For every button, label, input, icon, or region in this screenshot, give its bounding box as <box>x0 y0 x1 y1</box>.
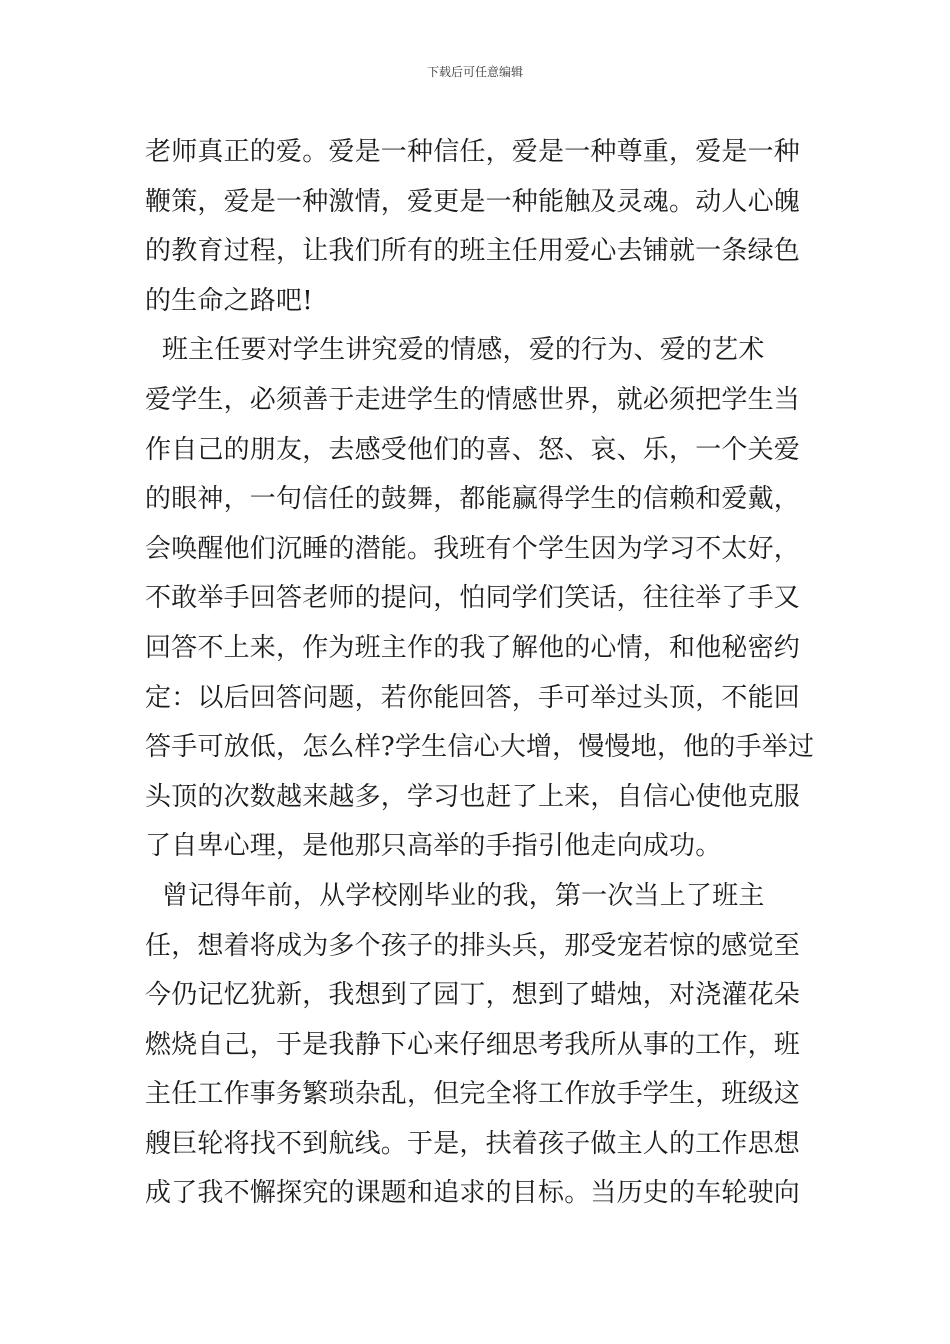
text-line: 爱学生，必须善于走进学生的情感世界，就必须把学生当 <box>145 384 801 415</box>
text-line: 老师真正的爱。爱是一种信任，爱是一种尊重，爱是一种 <box>145 137 801 167</box>
text-line: 的生命之路吧! <box>145 285 313 316</box>
text-line: 艘巨轮将找不到航线。于是，扶着孩子做主人的工作思想 <box>145 1128 801 1159</box>
text-line: 燃烧自己，于是我静下心来仔细思考我所从事的工作，班 <box>145 1029 801 1060</box>
text-line: 的教育过程，让我们所有的班主任用爱心去铺就一条绿色 <box>145 236 801 267</box>
text-line: 会唤醒他们沉睡的潜能。我班有个学生因为学习不太好， <box>145 533 801 564</box>
text-line: 成了我不懈探究的课题和追求的目标。当历史的车轮驶向 <box>145 1178 801 1209</box>
page-header-note: 下载后可任意编辑 <box>426 65 523 79</box>
text-line: 的眼神，一句信任的鼓舞，都能赢得学生的信赖和爱戴， <box>145 484 801 515</box>
text-line: 主任工作事务繁琐杂乱，但完全将工作放手学生，班级这 <box>145 1079 801 1110</box>
text-line: 回答不上来，作为班主作的我了解他的心情，和他秘密约 <box>145 632 801 663</box>
text-line: 头顶的次数越来越多，学习也赶了上来，自信心使他克服 <box>145 781 801 812</box>
text-line: 曾记得年前，从学校刚毕业的我，第一次当上了班主 <box>145 880 765 911</box>
text-line: 今仍记忆犹新，我想到了园丁，想到了蜡烛，对浇灌花朵 <box>145 980 801 1011</box>
text-line: 作自己的朋友，去感受他们的喜、怒、哀、乐，一个关爱 <box>145 434 801 465</box>
text-line: 任，想着将成为多个孩子的排头兵，那受宠若惊的感觉至 <box>145 930 801 961</box>
text-line: 鞭策，爱是一种激情，爱更是一种能触及灵魂。动人心魄 <box>145 186 801 217</box>
text-line: 答手可放低，怎么样?学生信心大增，慢慢地，他的手举过 <box>145 732 815 763</box>
text-line: 班主任要对学生讲究爱的情感，爱的行为、爱的艺术 <box>145 335 765 366</box>
text-line: 不敢举手回答老师的提问，怕同学们笑话，往往举了手又 <box>145 583 801 614</box>
body-text <box>145 128 815 1219</box>
text-line: 了自卑心理，是他那只高举的手指引他走向成功。 <box>145 831 722 862</box>
text-line: 定：以后回答问题，若你能回答，手可举过头顶，不能回 <box>145 682 801 713</box>
